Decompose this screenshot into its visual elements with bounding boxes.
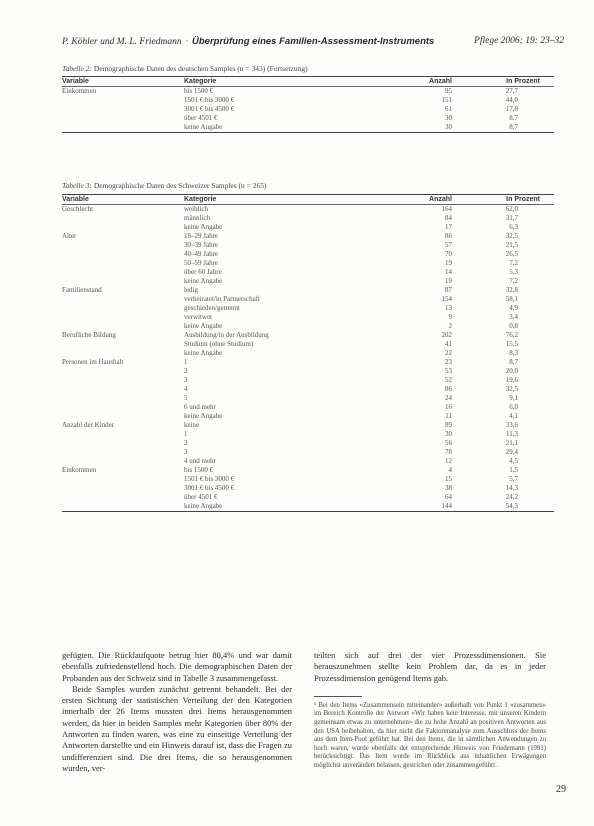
cell-category: geschieden/getrennt: [184, 304, 240, 312]
cell-count: 86: [445, 232, 452, 240]
table-row: [62, 304, 554, 313]
cell-variable: [62, 277, 184, 286]
cell-category: 4 und mehr: [184, 457, 216, 465]
cell-count: 52: [445, 376, 452, 384]
cell-variable: [62, 96, 184, 105]
cell-count: 53: [445, 367, 452, 375]
cell-variable: [62, 376, 184, 385]
cell-variable: Geschlecht: [62, 205, 94, 213]
cell-category: 30–39 Jahre: [184, 241, 219, 249]
cell-percent: 21,1: [505, 439, 518, 447]
cell-variable: [62, 394, 184, 403]
table-row: [62, 502, 554, 512]
table-row: [62, 241, 554, 250]
cell-category: weiblich: [184, 205, 209, 213]
cell-variable: [62, 250, 184, 259]
table1: [62, 76, 554, 133]
table1-header-category: Kategorie: [184, 77, 356, 87]
body-paragraph: Beide Samples wurden zunächst getrennt behandelt. Bei der ersten Sichtung der statistischen Verteilung der den Kategorien innerhalb der 26 Items mussten drei Items herausgenommen werden, da hier in beiden Samples mehr Kategorien über 80% der Antworten zu finden waren, was eine zu einseitige Verteilung der Antworten darstellte und ein Hinweis darauf ist, dass die Fragen zu undifferenziert sind. Die drei Items, die so herausgenommen wurden, ver-: [62, 683, 292, 773]
cell-variable: [62, 385, 184, 394]
table1-header-count: Anzahl: [356, 77, 490, 87]
cell-variable: [62, 448, 184, 457]
table-row: [62, 223, 554, 232]
cell-count: 30: [445, 114, 452, 122]
body-column-left: [62, 650, 292, 774]
cell-count: 2: [448, 322, 452, 330]
cell-variable: [62, 457, 184, 466]
cell-percent: 6,3: [509, 223, 518, 231]
cell-percent: 5,7: [509, 475, 518, 483]
cell-category: bis 1500 €: [184, 466, 214, 474]
cell-count: 9: [448, 313, 452, 321]
cell-category: 3: [184, 448, 188, 456]
cell-count: 16: [445, 403, 452, 411]
cell-count: 202: [441, 331, 452, 339]
table-row: [62, 439, 554, 448]
cell-count: 30: [445, 430, 452, 438]
table-row: [62, 277, 554, 286]
cell-count: 22: [445, 349, 452, 357]
cell-percent: 7,2: [509, 277, 518, 285]
table-row: [62, 322, 554, 331]
cell-category: Studium (ohne Studium): [184, 340, 254, 348]
table-row: [62, 214, 554, 223]
cell-variable: [62, 214, 184, 223]
cell-variable: [62, 259, 184, 268]
cell-percent: 20,0: [505, 367, 518, 375]
cell-count: 4: [448, 466, 452, 474]
footnote: ¹ Bei den Items «Zusammensein miteinander» außerhalb von Punkt 1 «zusammen» im Bereich Kontrolle der Antwort «Wir haben kein Interesse, mit unseren Kindern gemeinsam etwas zu unternehmen» die zu hohe Anzahl an positiven Antworten aus den USA beibehalten, da hier nicht die Faktorenanalyse zum Ausschluss der Items aus dem Item-Pool geführt hat. Bei den Items, die in sämtlichen Anwendungen zu hoch waren, wurde ebenfalls der entsprechende Hinweis von Friedemann (1991) berücksichtigt. Das Item wurde im Rückblick aus inhaltlichen Erwägungen möglichst unverändert belassen, gestrichen oder zusammengeführt.: [314, 701, 546, 770]
table-row: [62, 358, 554, 367]
cell-category: 2: [184, 367, 188, 375]
cell-category: 5: [184, 394, 188, 402]
table-row: [62, 475, 554, 484]
cell-count: 89: [445, 421, 452, 429]
table-row: [62, 367, 554, 376]
table1-caption: Tabelle 2: Demographische Daten des deutschen Samples (n = 343) (Fortsetzung): [62, 64, 308, 73]
cell-variable: [62, 295, 184, 304]
table-row: [62, 421, 554, 430]
cell-percent: 24,2: [505, 493, 518, 501]
table-row: [62, 313, 554, 322]
table2-header-category: Kategorie: [184, 195, 356, 205]
cell-count: 13: [445, 304, 452, 312]
cell-category: bis 1500 €: [184, 87, 214, 95]
cell-category: 2: [184, 439, 188, 447]
cell-percent: 31,7: [505, 214, 518, 222]
table-row: [62, 466, 554, 475]
table-row: [62, 403, 554, 412]
cell-category: 6 und mehr: [184, 403, 216, 411]
cell-count: 56: [445, 439, 452, 447]
cell-variable: [62, 439, 184, 448]
cell-percent: 0,8: [509, 322, 518, 330]
cell-percent: 54,3: [490, 502, 554, 512]
running-header: P. Köhler und M. L. Friedmann · Überprüfung eines Familien-Assessment-Instruments Pflege 2006; 19: 23–32: [62, 36, 564, 47]
cell-percent: 4,5: [509, 457, 518, 465]
cell-variable: [62, 114, 184, 123]
cell-percent: 4,1: [509, 412, 518, 420]
cell-variable: [62, 475, 184, 484]
cell-variable: [62, 367, 184, 376]
body-paragraph: gefügten. Die Rücklaufquote betrug hier 80,4% und war damit ebenfalls zufriedenstellend hoch. Die demographischen Daten der Probanden aus der Schweiz sind in Tabelle 3 zusammengefasst.: [62, 650, 292, 683]
table-row: [62, 259, 554, 268]
cell-count: 14: [445, 268, 452, 276]
cell-category: 3001 € bis 4500 €: [184, 105, 235, 113]
cell-percent: 32,5: [505, 385, 518, 393]
cell-variable: [62, 241, 184, 250]
header-authors: P. Köhler und M. L. Friedmann: [62, 37, 182, 47]
footnote-rule: [314, 696, 362, 697]
cell-percent: 7,2: [509, 259, 518, 267]
cell-percent: 17,8: [505, 105, 518, 113]
cell-percent: 58,1: [505, 295, 518, 303]
cell-count: 87: [445, 286, 452, 294]
cell-variable: [62, 313, 184, 322]
cell-count: 24: [445, 394, 452, 402]
cell-count: 61: [445, 105, 452, 113]
table-row: [62, 331, 554, 340]
cell-variable: [62, 304, 184, 313]
cell-count: 19: [445, 259, 452, 267]
table-row: [62, 376, 554, 385]
body-column-right: [314, 650, 546, 771]
cell-category: Ausbildung/in der Ausbildung: [184, 331, 269, 339]
table-row: [62, 448, 554, 457]
cell-count: 17: [445, 223, 452, 231]
cell-category: 1501 € bis 3000 €: [184, 475, 235, 483]
cell-variable: [62, 412, 184, 421]
cell-variable: Anzahl der Kinder: [62, 421, 115, 429]
table2-header-percent: In Prozent: [490, 195, 554, 205]
cell-count: 19: [445, 277, 452, 285]
cell-count: 95: [445, 87, 452, 95]
cell-percent: 32,5: [505, 232, 518, 240]
cell-variable: [62, 403, 184, 412]
cell-percent: 8,3: [509, 349, 518, 357]
table-row: [62, 250, 554, 259]
cell-category: ledig: [184, 286, 198, 294]
cell-variable: [62, 484, 184, 493]
cell-count: 78: [445, 448, 452, 456]
cell-count: 11: [445, 412, 452, 420]
table-row: [62, 123, 554, 133]
cell-percent: 9,1: [509, 394, 518, 402]
table-row: [62, 457, 554, 466]
table2-caption: Tabelle 3: Demographische Daten des Schweizer Samples (n = 265): [62, 181, 267, 190]
cell-count: 15: [445, 475, 452, 483]
cell-variable: [62, 493, 184, 502]
cell-count: 30: [356, 123, 490, 133]
cell-category: über 4501 €: [184, 493, 218, 501]
cell-category: keine Angabe: [184, 123, 356, 133]
table-row: [62, 349, 554, 358]
page-number: 29: [556, 784, 566, 795]
cell-variable: Familienstand: [62, 286, 102, 294]
cell-percent: 19,6: [505, 376, 518, 384]
table-row: [62, 105, 554, 114]
table-row: [62, 268, 554, 277]
cell-count: 64: [445, 493, 452, 501]
header-journal: Pflege 2006; 19: 23–32: [474, 36, 564, 46]
cell-category: keine Angabe: [184, 502, 356, 512]
cell-category: über 60 Jahre: [184, 268, 222, 276]
cell-percent: 8,7: [509, 358, 518, 366]
cell-count: 84: [445, 214, 452, 222]
cell-variable: Personen im Haushalt: [62, 358, 124, 366]
cell-percent: 1,5: [509, 466, 518, 474]
cell-count: 23: [445, 358, 452, 366]
body-paragraph: teilten sich auf drei der vier Prozessdimensionen. Sie herauszunehmen stellte kein Problem dar, da es in jeder Prozessdimension genügend Items gab.: [314, 650, 546, 683]
table-row: [62, 385, 554, 394]
cell-percent: 33,6: [505, 421, 518, 429]
cell-category: keine Angabe: [184, 412, 223, 420]
cell-category: 40–49 Jahre: [184, 250, 219, 258]
cell-category: 1: [184, 430, 188, 438]
table2-header-variable: Variable: [62, 195, 184, 205]
cell-variable: [62, 105, 184, 114]
cell-variable: [62, 268, 184, 277]
table-row: [62, 493, 554, 502]
table-row: [62, 114, 554, 123]
cell-category: verwitwet: [184, 313, 212, 321]
cell-count: 144: [356, 502, 490, 512]
cell-variable: [62, 340, 184, 349]
cell-percent: 32,8: [505, 286, 518, 294]
cell-category: keine Angabe: [184, 349, 223, 357]
cell-count: 57: [445, 241, 452, 249]
cell-percent: 3,4: [509, 313, 518, 321]
cell-variable: Einkommen: [62, 87, 97, 95]
cell-percent: 62,0: [505, 205, 518, 213]
cell-count: 86: [445, 385, 452, 393]
cell-count: 154: [441, 295, 452, 303]
cell-percent: 4,9: [509, 304, 518, 312]
cell-category: keine: [184, 421, 200, 429]
table-row: [62, 232, 554, 241]
header-title: Überprüfung eines Familien-Assessment-Instruments: [192, 36, 435, 47]
table1-header-variable: Variable: [62, 77, 184, 87]
cell-category: männlich: [184, 214, 211, 222]
cell-variable: Alter: [62, 232, 77, 240]
table2: [62, 194, 554, 512]
table-row: [62, 412, 554, 421]
table-row: [62, 205, 554, 215]
cell-variable: [62, 502, 184, 512]
cell-percent: 21,5: [505, 241, 518, 249]
cell-category: 4: [184, 385, 188, 393]
table-row: [62, 96, 554, 105]
cell-percent: 26,5: [505, 250, 518, 258]
cell-percent: 27,7: [505, 87, 518, 95]
cell-category: 50–59 Jahre: [184, 259, 219, 267]
cell-category: 18–29 Jahre: [184, 232, 219, 240]
cell-category: 3001 € bis 4500 €: [184, 484, 235, 492]
cell-category: keine Angabe: [184, 322, 223, 330]
cell-variable: [62, 430, 184, 439]
table-row: [62, 340, 554, 349]
cell-category: keine Angabe: [184, 223, 223, 231]
table-row: [62, 295, 554, 304]
table-row: [62, 394, 554, 403]
cell-category: verheiratet/in Partnerschaft: [184, 295, 260, 303]
table-row: [62, 430, 554, 439]
cell-percent: 6,0: [509, 403, 518, 411]
cell-percent: 11,3: [506, 430, 518, 438]
table1-header-percent: In Prozent: [490, 77, 554, 87]
cell-percent: 44,0: [505, 96, 518, 104]
cell-percent: 8,7: [490, 123, 554, 133]
cell-category: über 4501 €: [184, 114, 218, 122]
cell-variable: [62, 223, 184, 232]
cell-percent: 76,2: [505, 331, 518, 339]
cell-variable: [62, 123, 184, 133]
table-row: [62, 286, 554, 295]
cell-count: 41: [445, 340, 452, 348]
table2-header-count: Anzahl: [356, 195, 490, 205]
table-row: [62, 87, 554, 97]
cell-count: 38: [445, 484, 452, 492]
cell-category: 1: [184, 358, 188, 366]
cell-percent: 14,3: [505, 484, 518, 492]
cell-variable: Berufliche Bildung: [62, 331, 116, 339]
cell-count: 12: [445, 457, 452, 465]
cell-count: 70: [445, 250, 452, 258]
table-row: [62, 484, 554, 493]
cell-variable: [62, 349, 184, 358]
cell-category: 1501 € bis 3000 €: [184, 96, 235, 104]
cell-percent: 5,3: [509, 268, 518, 276]
cell-percent: 29,4: [505, 448, 518, 456]
cell-category: keine Angabe: [184, 277, 223, 285]
cell-count: 151: [441, 96, 452, 104]
cell-category: 3: [184, 376, 188, 384]
cell-variable: Einkommen: [62, 466, 97, 474]
cell-count: 164: [441, 205, 452, 213]
cell-variable: [62, 322, 184, 331]
cell-percent: 15,5: [505, 340, 518, 348]
cell-percent: 8,7: [509, 114, 518, 122]
